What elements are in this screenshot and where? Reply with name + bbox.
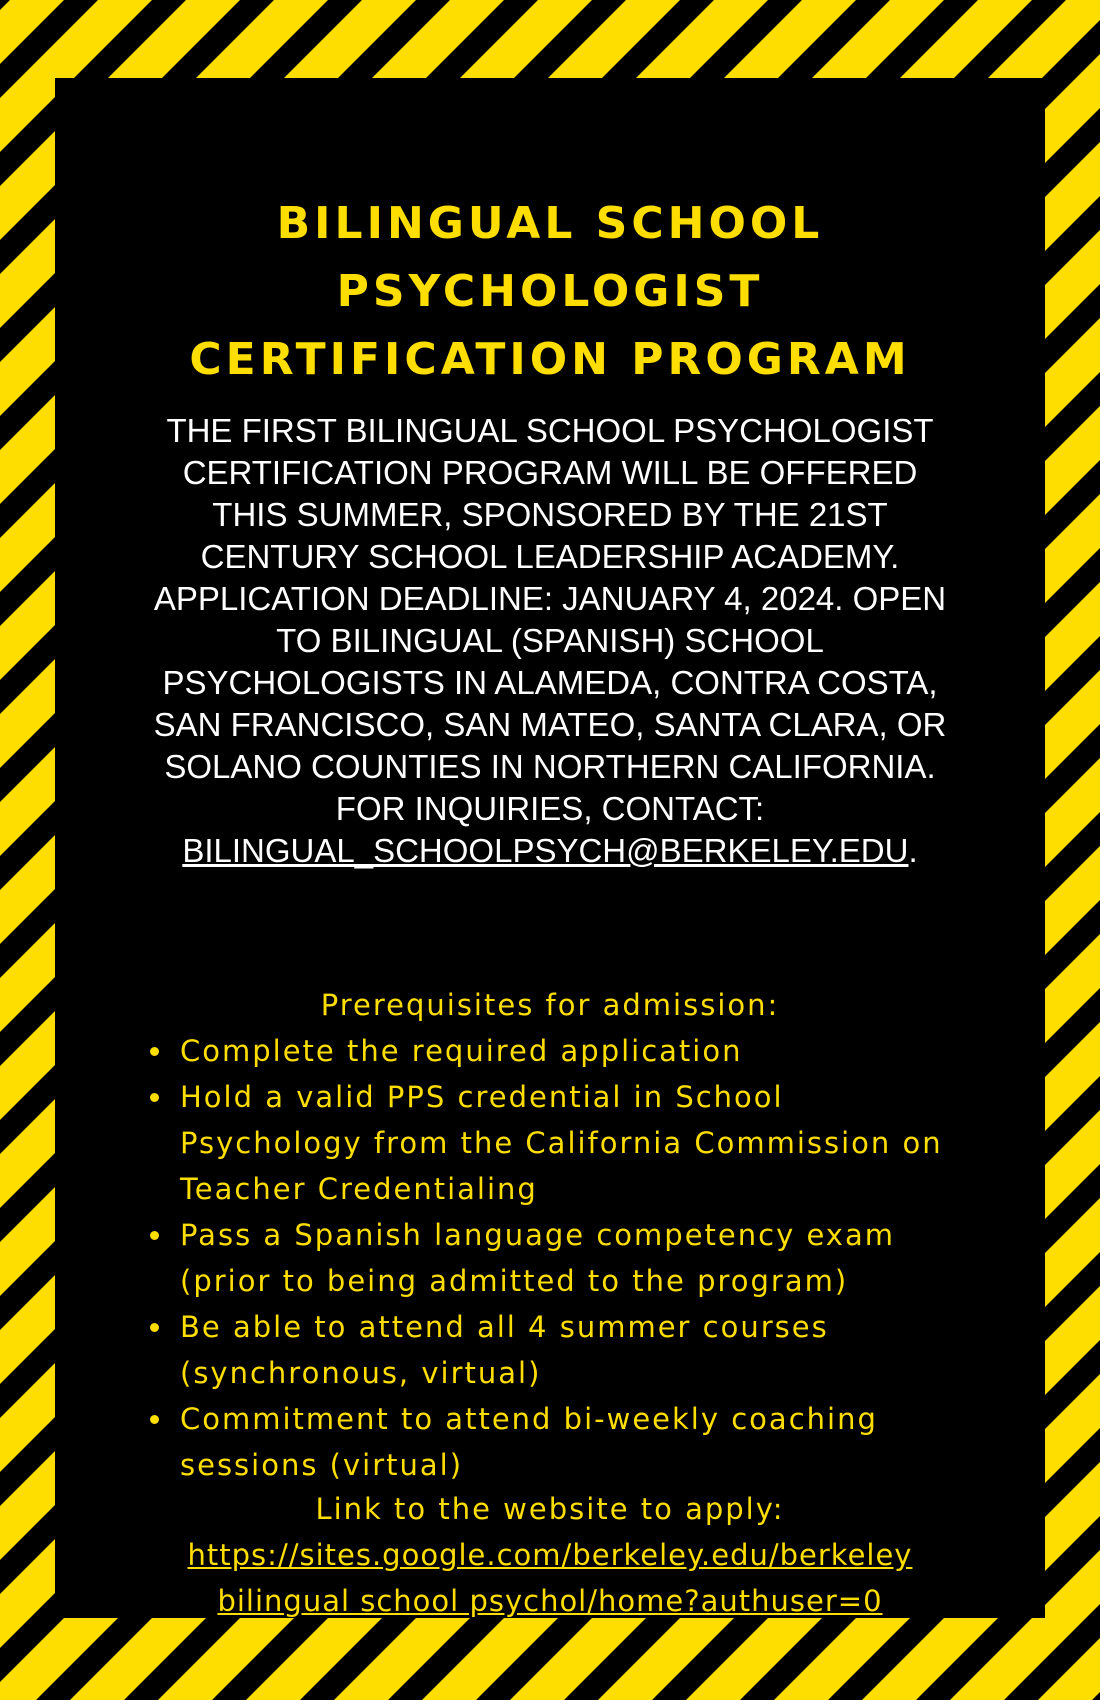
bullet-icon (150, 1231, 159, 1240)
list-item (180, 1074, 1030, 1212)
title-line: PSYCHOLOGIST (336, 266, 764, 317)
announcement-line: FOR INQUIRIES, CONTACT: (335, 790, 765, 827)
content-panel (55, 78, 1045, 1618)
list-item-line: Hold a valid PPS credential in School (180, 1080, 784, 1114)
bullet-icon (150, 1093, 159, 1102)
program-title (55, 190, 1045, 394)
bullet-icon (150, 1415, 159, 1424)
list-item (180, 1396, 1030, 1488)
announcement-line: SOLANO COUNTIES IN NORTHERN CALIFORNIA. (164, 748, 936, 785)
list-item-line: Commitment to attend bi-weekly coaching (180, 1402, 878, 1436)
list-item-line: (prior to being admitted to the program) (180, 1264, 849, 1298)
apply-url-line: https://sites.google.com/berkeley.edu/berkeley (187, 1538, 913, 1572)
list-item-line: Psychology from the California Commission on (180, 1126, 943, 1160)
bullet-icon (150, 1323, 159, 1332)
list-item-line: (synchronous, virtual) (180, 1356, 542, 1390)
apply-website-link[interactable] (55, 1532, 1045, 1624)
list-item (180, 1304, 1030, 1396)
email-suffix: . (908, 832, 918, 869)
announcement-line: PSYCHOLOGISTS IN ALAMEDA, CONTRA COSTA, (162, 664, 938, 701)
announcement-line: TO BILINGUAL (SPANISH) SCHOOL (276, 622, 824, 659)
contact-line (85, 830, 1015, 872)
title-line: CERTIFICATION PROGRAM (189, 334, 911, 385)
prerequisites-heading: Prerequisites for admission: (320, 988, 780, 1022)
bullet-icon (150, 1047, 159, 1056)
list-item (180, 1028, 1030, 1074)
announcement-line: THIS SUMMER, SPONSORED BY THE 21ST (212, 496, 888, 533)
apply-link-label: Link to the website to apply: (315, 1492, 785, 1526)
announcement-line: THE FIRST BILINGUAL SCHOOL PSYCHOLOGIST (166, 412, 934, 449)
list-item-line: sessions (virtual) (180, 1448, 464, 1482)
announcement-line: CERTIFICATION PROGRAM WILL BE OFFERED (182, 454, 918, 491)
apply-url-line: bilingual school psychol/home?authuser=0 (217, 1584, 883, 1618)
contact-email-link[interactable]: BILINGUAL_SCHOOLPSYCH@BERKELEY.EDU (182, 832, 909, 869)
list-item (180, 1212, 1030, 1304)
announcement-line: CENTURY SCHOOL LEADERSHIP ACADEMY. (200, 538, 900, 575)
announcement-line: APPLICATION DEADLINE: JANUARY 4, 2024. OPEN (153, 580, 947, 617)
list-item-line: Pass a Spanish language competency exam (180, 1218, 895, 1252)
list-item-line: Be able to attend all 4 summer courses (180, 1310, 829, 1344)
list-item-line: Complete the required application (180, 1034, 743, 1068)
program-announcement (85, 410, 1015, 872)
prerequisites-list (180, 1028, 1030, 1488)
list-item-line: Teacher Credentialing (180, 1172, 538, 1206)
announcement-line: SAN FRANCISCO, SAN MATEO, SANTA CLARA, OR (153, 706, 947, 743)
title-line: BILINGUAL SCHOOL (276, 198, 824, 249)
